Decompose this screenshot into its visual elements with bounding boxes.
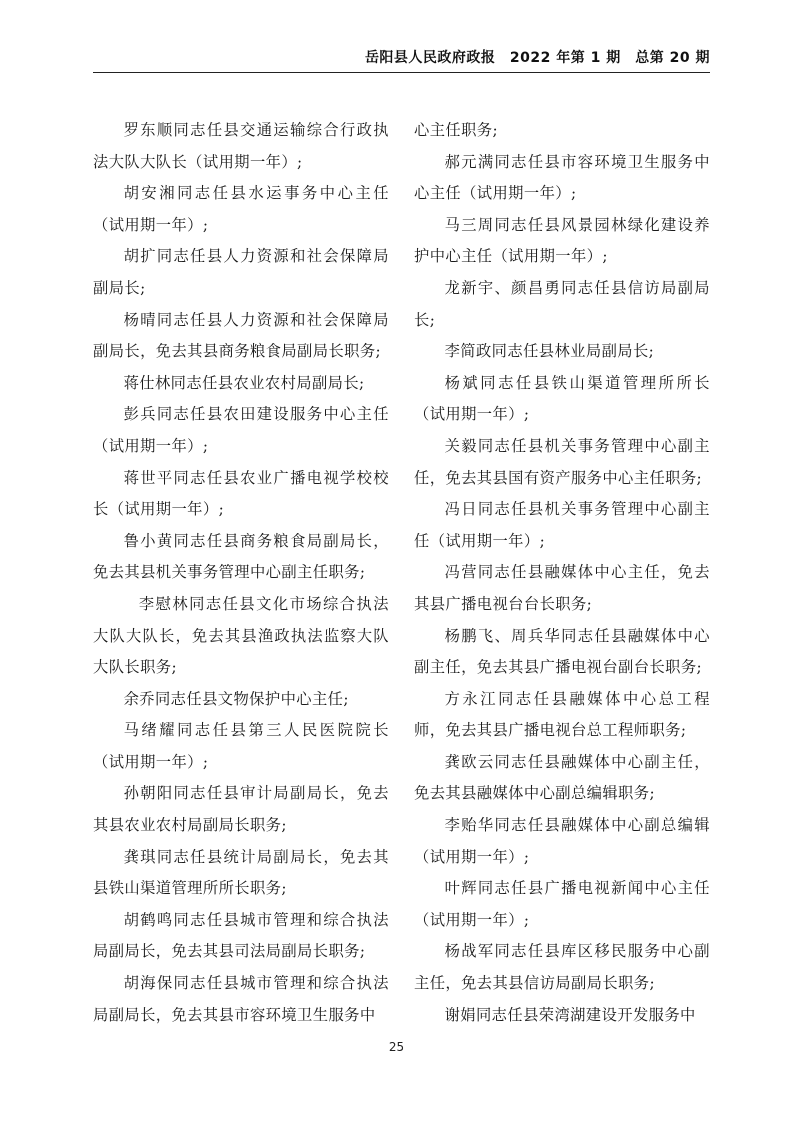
paragraph: 叶辉同志任县广播电视新闻中心主任（试用期一年）; [414, 879, 710, 929]
paragraph: 马三周同志任县风景园林绿化建设养护中心主任（试用期一年）; [414, 215, 710, 266]
paragraph: 胡海保同志任县城市管理和综合执法局副局长，免去其县市容环境卫生服务中 [93, 974, 389, 1024]
paragraph: 关毅同志任县机关事务管理中心副主任，免去其县国有资产服务中心主任职务; [414, 436, 710, 487]
paragraph: 胡鹤鸣同志任县城市管理和综合执法局副局长，免去其县司法局副局长职务; [93, 910, 389, 961]
paragraph: 杨战军同志任县库区移民服务中心副主任，免去其县信访局副局长职务; [414, 942, 710, 993]
paragraph: 龚欧云同志任县融媒体中心副主任，免去其县融媒体中心副总编辑职务; [414, 752, 710, 803]
paragraph: 余乔同志任县文物保护中心主任; [123, 689, 349, 708]
paragraph: 李贻华同志任县融媒体中心副总编辑（试用期一年）; [414, 816, 710, 866]
paragraph: 孙朝阳同志任县审计局副局长，免去其县农业农村局副局长职务; [93, 784, 389, 835]
paragraph: 郝元满同志任县市容环境卫生服务中心主任（试用期一年）; [414, 152, 710, 203]
paragraph: 蒋世平同志任县农业广播电视学校校长（试用期一年）; [93, 468, 389, 519]
header-title: 岳阳县人民政府政报 2022 年第 1 期 总第 20 期 [364, 50, 710, 66]
left-column [93, 115, 389, 1031]
paragraph: 心主任职务; [414, 121, 499, 139]
paragraph: 杨鹏飞、周兵华同志任县融媒体中心副主任，免去其县广播电视台副台长职务; [414, 626, 710, 677]
paragraph: 龙新宇、颜昌勇同志任县信访局副局长; [414, 278, 710, 329]
paragraph: 马绪耀同志任县第三人民医院院长（试用期一年）; [93, 721, 389, 771]
paragraph: 李简政同志任县林业局副局长; [444, 342, 655, 361]
paragraph: 杨晴同志任县人力资源和社会保障局副局长，免去其县商务粮食局副局长职务; [93, 310, 389, 361]
paragraph: 杨斌同志任县铁山渠道管理所所长（试用期一年）; [414, 373, 710, 424]
paragraph: 胡扩同志任县人力资源和社会保障局副局长; [93, 247, 389, 297]
paragraph: 鲁小黄同志任县商务粮食局副局长，免去其县机关事务管理中心副主任职务; [93, 531, 389, 582]
paragraph: 冯日同志任县机关事务管理中心副主任（试用期一年）; [414, 500, 710, 550]
paragraph: 彭兵同志任县农田建设服务中心主任（试用期一年）; [93, 405, 389, 455]
paragraph: 胡安湘同志任县水运事务中心主任（试用期一年）; [93, 184, 389, 234]
right-column [414, 115, 710, 1031]
paragraph: 谢娟同志任县荣湾湖建设开发服务中 [444, 1005, 696, 1024]
paragraph: 蒋仕林同志任县农业农村局副局长; [123, 373, 365, 392]
paragraph: 李慰林同志任县文化市场综合执法大队大队长，免去其县渔政执法监察大队大队长职务; [93, 594, 389, 677]
page-number: 25 [388, 1040, 405, 1054]
paragraph: 方永江同志任县融媒体中心总工程师，免去其县广播电视台总工程师职务; [414, 689, 710, 740]
paragraph: 冯营同志任县融媒体中心主任，免去其县广播电视台台长职务; [414, 563, 710, 613]
page-header [93, 46, 710, 73]
paragraph: 罗东顺同志任县交通运输综合行政执法大队大队长（试用期一年）; [93, 121, 389, 171]
paragraph: 龚琪同志任县统计局副局长，免去其县铁山渠道管理所所长职务; [93, 847, 389, 898]
